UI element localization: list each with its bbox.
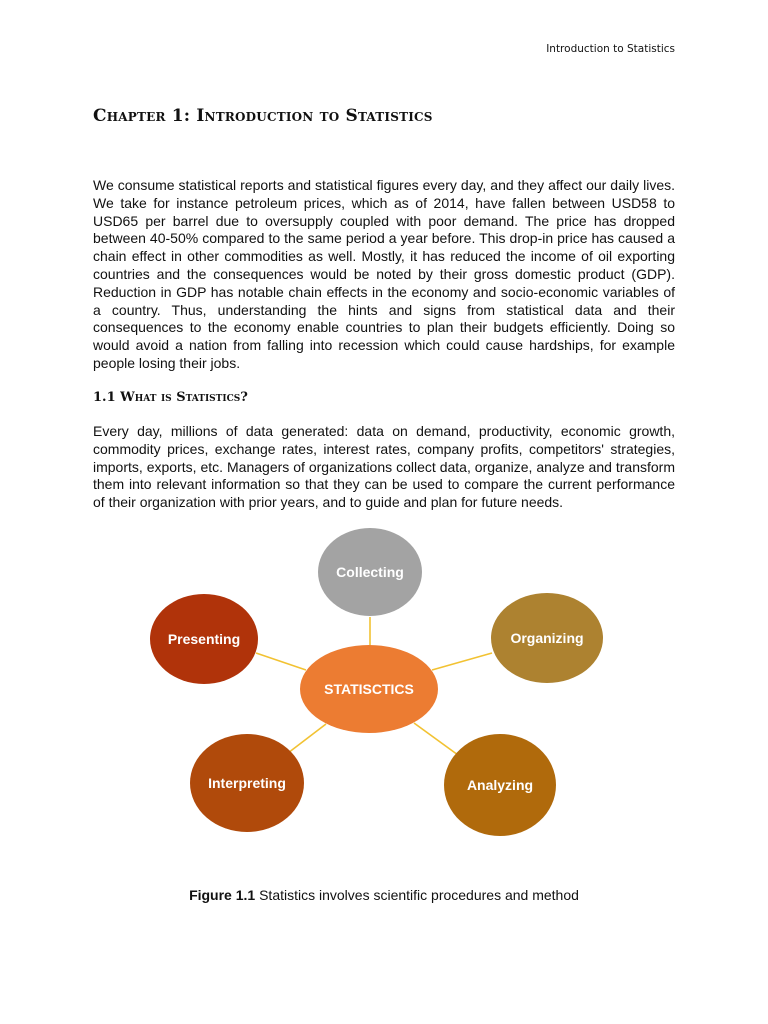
node-collecting bbox=[318, 528, 422, 616]
node-presenting bbox=[150, 594, 258, 684]
node-analyzing-label: Analyzing bbox=[466, 777, 534, 793]
node-center bbox=[300, 645, 438, 733]
figure-caption bbox=[0, 887, 768, 903]
intro-paragraph: We consume statistical reports and statistical figures every day, and they affect our daily lives. We take for instance petroleum prices, which as of 2014, have fallen between USD58 to USD65 per barrel due to oversupply coupled with poor demand. The price has dropped between 40-50% compared to the same period a year before. This drop-in price has caused a chain effect in other commodities as well. Mostly, it has reduced the income of oil exporting countries and the consequences would be noted by their gross domestic product (GDP). Reduction in GDP has notable chain effects in the economy and socio-economic variables of a country. Thus, understanding the hints and signs from statistical data and their consequences to the economy enable countries to plan their budgets efficiently. Doing so would avoid a nation from falling into recession which could cause hardships, for example people losing their jobs. bbox=[93, 177, 675, 371]
node-organizing-label: Organizing bbox=[510, 630, 584, 646]
statistics-process-diagram bbox=[140, 525, 620, 845]
section-heading: 1.1 What is Statistics? bbox=[93, 390, 248, 405]
figure-caption-text: Statistics involves scientific procedures and method bbox=[259, 887, 579, 903]
connector-presenting bbox=[256, 653, 306, 670]
node-organizing bbox=[491, 593, 603, 683]
node-analyzing bbox=[444, 734, 556, 836]
section-paragraph: Every day, millions of data generated: data on demand, productivity, economic growth, commodity prices, exchange rates, interest rates, company profits, competitors' strategies, imports, exports, etc. Managers of organizations collect data, organize, analyze and transform them into relevant information so that they can be used to compare the current performance of their organization with prior years, and to guide and plan for future needs. bbox=[93, 423, 675, 511]
node-collecting-label: Collecting bbox=[336, 564, 404, 580]
node-center-label: STATISCTICS bbox=[324, 681, 414, 697]
figure-label: Figure 1.1 bbox=[189, 887, 256, 903]
chapter-title: Chapter 1: Introduction to Statistics bbox=[93, 106, 433, 126]
connector-organizing bbox=[432, 653, 492, 670]
connector-analyzing bbox=[414, 723, 458, 755]
node-interpreting bbox=[190, 734, 304, 832]
node-interpreting-label: Interpreting bbox=[208, 775, 286, 791]
running-header: Introduction to Statistics bbox=[546, 43, 675, 55]
node-presenting-label: Presenting bbox=[167, 631, 241, 647]
connector-interpreting bbox=[288, 724, 326, 753]
